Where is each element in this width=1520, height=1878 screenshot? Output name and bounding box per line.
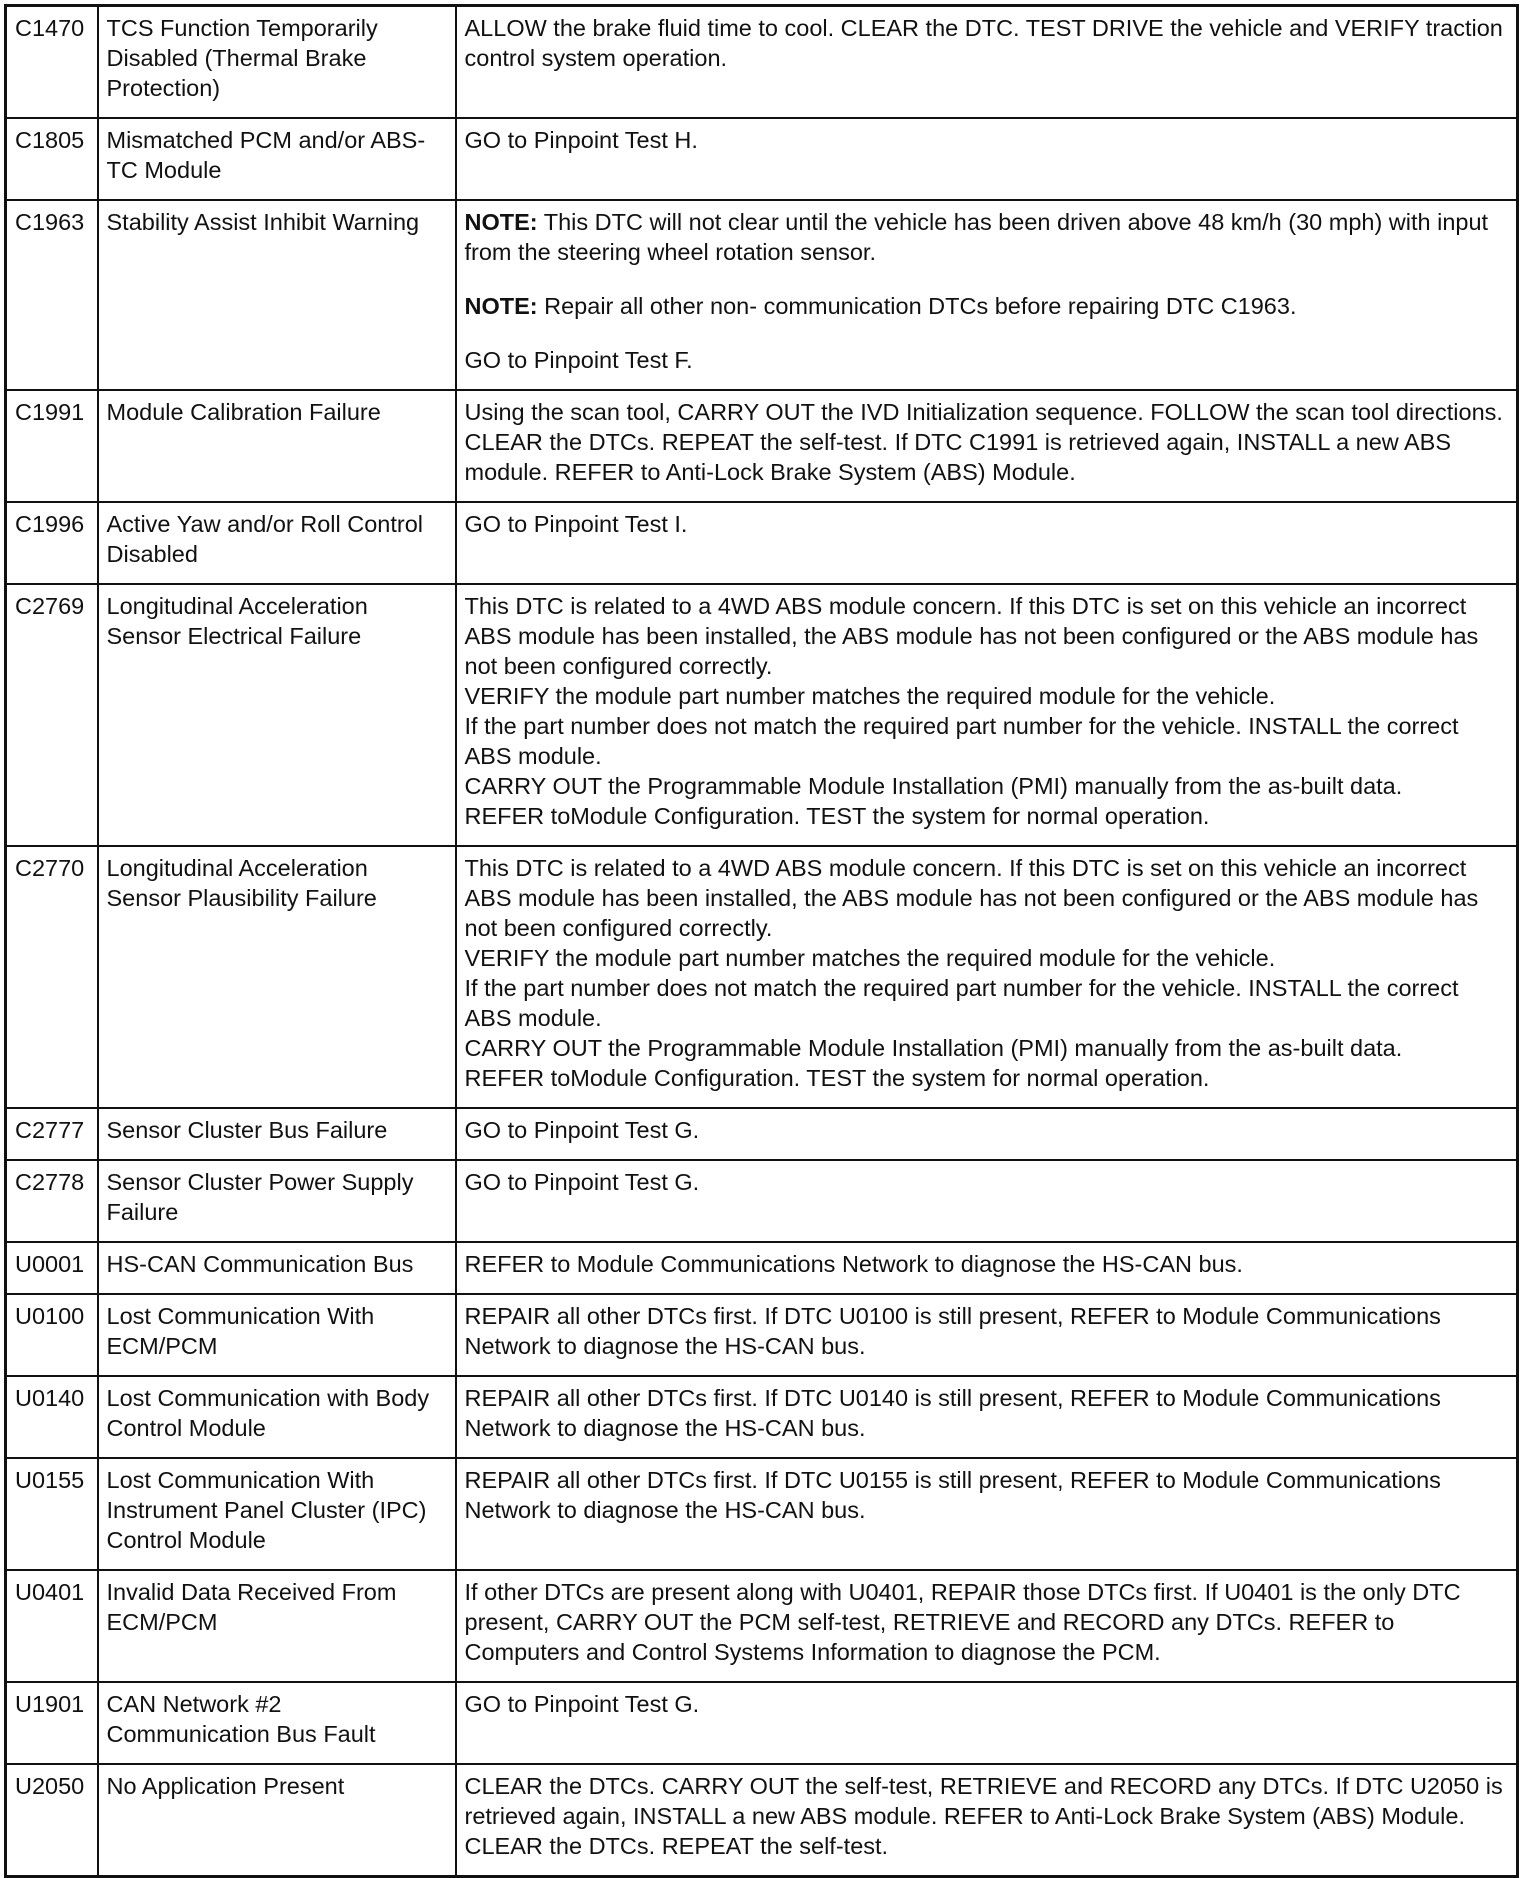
dtc-table [4,4,1519,1878]
dtc-code: C2770 [6,846,98,1108]
dtc-action [456,6,1518,119]
table-row [6,1160,1518,1242]
action-line: GO to Pinpoint Test F. [464,347,693,373]
dtc-code: U0100 [6,1294,98,1376]
action-line: This DTC is related to a 4WD ABS module concern. If this DTC is set on this vehicle an incorrect ABS module has been installed, the ABS module has not been configured or the ABS module has not been configured correctly. [464,593,1479,679]
dtc-action [456,846,1518,1108]
action-line: REPAIR all other DTCs first. If DTC U0100 is still present, REFER to Module Communications Network to diagnose the HS-CAN bus. [464,1303,1441,1359]
dtc-description: Mismatched PCM and/or ABS-TC Module [98,118,456,200]
table-row [6,1294,1518,1376]
action-line: REFER toModule Configuration. TEST the system for normal operation. [464,803,1210,829]
dtc-code: U0155 [6,1458,98,1570]
dtc-description: No Application Present [98,1764,456,1877]
dtc-description: Stability Assist Inhibit Warning [98,200,456,390]
dtc-description: Lost Communication with Body Control Module [98,1376,456,1458]
dtc-code: U0401 [6,1570,98,1682]
table-row [6,118,1518,200]
table-row [6,1458,1518,1570]
action-line: GO to Pinpoint Test H. [464,127,698,153]
dtc-code: C1996 [6,502,98,584]
dtc-description: Active Yaw and/or Roll Control Disabled [98,502,456,584]
table-row [6,502,1518,584]
dtc-code: C1963 [6,200,98,390]
action-line: GO to Pinpoint Test G. [464,1691,700,1717]
dtc-code: C1991 [6,390,98,502]
table-row [6,1570,1518,1682]
dtc-description: Invalid Data Received From ECM/PCM [98,1570,456,1682]
dtc-description: CAN Network #2 Communication Bus Fault [98,1682,456,1764]
dtc-code: C2769 [6,584,98,846]
dtc-code: C1805 [6,118,98,200]
table-row [6,584,1518,846]
table-row [6,1764,1518,1877]
table-row [6,1376,1518,1458]
action-line: This DTC is related to a 4WD ABS module concern. If this DTC is set on this vehicle an incorrect ABS module has been installed, the ABS module has not been configured or the ABS module has not been configured correctly. [464,855,1479,941]
dtc-description: Longitudinal Acceleration Sensor Plausibility Failure [98,846,456,1108]
dtc-action [456,1160,1518,1242]
dtc-description: Sensor Cluster Power Supply Failure [98,1160,456,1242]
action-line: VERIFY the module part number matches the required module for the vehicle. [464,683,1276,709]
table-row [6,1682,1518,1764]
dtc-code: C2778 [6,1160,98,1242]
action-line: CLEAR the DTCs. CARRY OUT the self-test, RETRIEVE and RECORD any DTCs. If DTC U2050 is retrieved again, INSTALL a new ABS module. REFER to Anti-Lock Brake System (ABS) Module. CLEAR the DTCs. REPEAT the self-test. [464,1773,1503,1859]
table-row [6,1242,1518,1294]
dtc-code: C2777 [6,1108,98,1160]
action-line: GO to Pinpoint Test I. [464,511,688,537]
dtc-description: TCS Function Temporarily Disabled (Thermal Brake Protection) [98,6,456,119]
action-line: GO to Pinpoint Test G. [464,1169,700,1195]
dtc-code: U0140 [6,1376,98,1458]
dtc-code: U1901 [6,1682,98,1764]
action-line: REFER toModule Configuration. TEST the system for normal operation. [464,1065,1210,1091]
action-line: If the part number does not match the required part number for the vehicle. INSTALL the correct ABS module. [464,975,1459,1031]
note-label: NOTE: [464,209,538,235]
dtc-description: Sensor Cluster Bus Failure [98,1108,456,1160]
dtc-action [456,1458,1518,1570]
table-row [6,1108,1518,1160]
table-row [6,390,1518,502]
dtc-description: Module Calibration Failure [98,390,456,502]
action-line: Using the scan tool, CARRY OUT the IVD Initialization sequence. FOLLOW the scan tool directions. CLEAR the DTCs. REPEAT the self-test. If DTC C1991 is retrieved again, INSTALL a new ABS module. REFER to Anti-Lock Brake System (ABS) Module. [464,399,1503,485]
dtc-action [456,1242,1518,1294]
action-line: CARRY OUT the Programmable Module Installation (PMI) manually from the as-built data. [464,773,1403,799]
dtc-code: C1470 [6,6,98,119]
dtc-description: Longitudinal Acceleration Sensor Electrical Failure [98,584,456,846]
note-text: Repair all other non- communication DTCs before repairing DTC C1963. [544,293,1297,319]
dtc-description: HS-CAN Communication Bus [98,1242,456,1294]
action-line: REPAIR all other DTCs first. If DTC U0155 is still present, REFER to Module Communications Network to diagnose the HS-CAN bus. [464,1467,1441,1523]
action-line: VERIFY the module part number matches the required module for the vehicle. [464,945,1276,971]
dtc-action [456,584,1518,846]
action-line: REFER to Module Communications Network to diagnose the HS-CAN bus. [464,1251,1243,1277]
dtc-action [456,200,1518,390]
action-line: If other DTCs are present along with U0401, REPAIR those DTCs first. If U0401 is the only DTC present, CARRY OUT the PCM self-test, RETRIEVE and RECORD any DTCs. REFER to Computers and Control Systems Information to diagnose the PCM. [464,1579,1461,1665]
note-label: NOTE: [464,293,538,319]
dtc-description: Lost Communication With Instrument Panel Cluster (IPC) Control Module [98,1458,456,1570]
action-line: CARRY OUT the Programmable Module Installation (PMI) manually from the as-built data. [464,1035,1403,1061]
dtc-action [456,1376,1518,1458]
note-paragraph [465,207,1509,267]
action-line: GO to Pinpoint Test G. [464,1117,700,1143]
dtc-action [456,1682,1518,1764]
dtc-action [456,118,1518,200]
table-row [6,6,1518,119]
note-text: This DTC will not clear until the vehicle has been driven above 48 km/h (30 mph) with input from the steering wheel rotation sensor. [464,209,1489,265]
dtc-action [456,1108,1518,1160]
dtc-action [456,502,1518,584]
dtc-code: U2050 [6,1764,98,1877]
dtc-action [456,1294,1518,1376]
dtc-description: Lost Communication With ECM/PCM [98,1294,456,1376]
action-line: If the part number does not match the required part number for the vehicle. INSTALL the correct ABS module. [464,713,1459,769]
table-row [6,200,1518,390]
table-row [6,846,1518,1108]
action-line: REPAIR all other DTCs first. If DTC U0140 is still present, REFER to Module Communications Network to diagnose the HS-CAN bus. [464,1385,1441,1441]
dtc-action [456,390,1518,502]
note-paragraph [465,291,1509,321]
action-line: ALLOW the brake fluid time to cool. CLEAR the DTC. TEST DRIVE the vehicle and VERIFY traction control system operation. [464,15,1503,71]
dtc-action [456,1570,1518,1682]
dtc-action [456,1764,1518,1877]
dtc-code: U0001 [6,1242,98,1294]
